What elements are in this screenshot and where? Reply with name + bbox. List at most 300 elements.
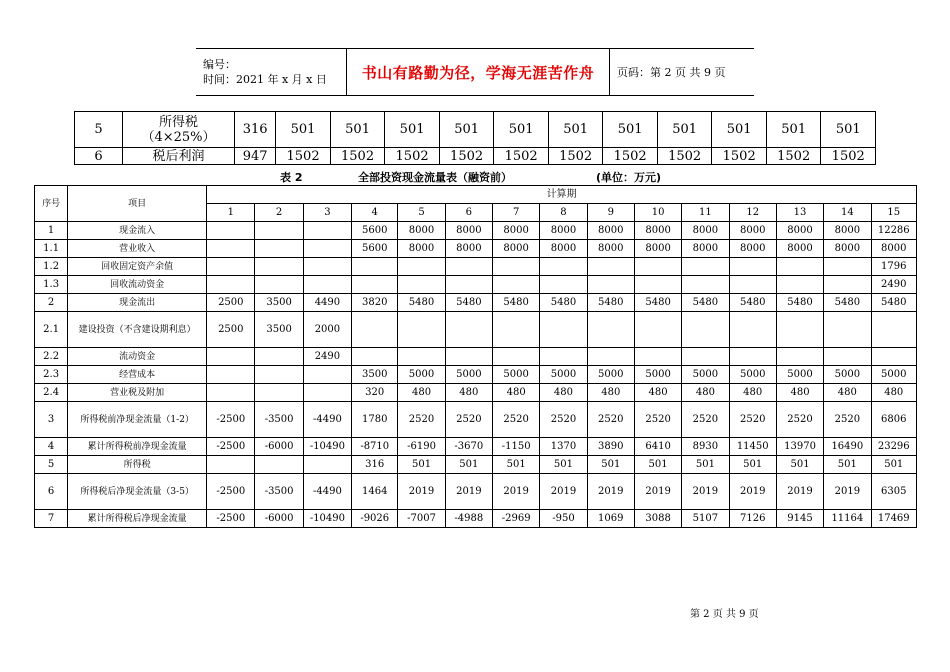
value-cell: 947 bbox=[235, 148, 276, 165]
value-cell: 23296 bbox=[871, 438, 917, 456]
value-cell bbox=[398, 276, 445, 294]
value-cell bbox=[207, 240, 255, 258]
period-cell: 2 bbox=[255, 204, 303, 222]
row-number: 2.2 bbox=[35, 348, 68, 366]
value-cell: 1502 bbox=[603, 148, 658, 165]
value-cell: 316 bbox=[352, 456, 398, 474]
value-cell bbox=[729, 348, 776, 366]
serial-label: 编号： bbox=[203, 58, 236, 71]
value-cell bbox=[303, 222, 351, 240]
value-cell: 5480 bbox=[682, 294, 729, 312]
value-cell bbox=[255, 348, 303, 366]
row-label bbox=[123, 112, 235, 148]
value-cell: 9145 bbox=[776, 510, 823, 528]
period-cell: 12 bbox=[729, 204, 776, 222]
value-cell: 2520 bbox=[634, 402, 681, 438]
col-header-item: 项目 bbox=[68, 186, 207, 222]
value-cell: 13970 bbox=[776, 438, 823, 456]
value-cell: 2019 bbox=[776, 474, 823, 510]
value-cell: 480 bbox=[587, 384, 634, 402]
row-number: 1.2 bbox=[35, 258, 68, 276]
value-cell: 501 bbox=[385, 112, 440, 148]
value-cell: 16490 bbox=[824, 438, 871, 456]
header-page-label: 页码：第 2 页 共 9 页 bbox=[610, 49, 755, 96]
value-cell bbox=[776, 312, 823, 348]
value-cell: 5480 bbox=[729, 294, 776, 312]
value-cell: 5000 bbox=[729, 366, 776, 384]
value-cell: 12286 bbox=[871, 222, 917, 240]
value-cell bbox=[303, 366, 351, 384]
value-cell: 2019 bbox=[587, 474, 634, 510]
period-cell: 3 bbox=[303, 204, 351, 222]
value-cell: 501 bbox=[824, 456, 871, 474]
value-cell: 501 bbox=[766, 112, 821, 148]
value-cell: 1502 bbox=[330, 148, 385, 165]
value-cell: 1502 bbox=[385, 148, 440, 165]
value-cell: 5480 bbox=[634, 294, 681, 312]
value-cell bbox=[352, 348, 398, 366]
value-cell: -10490 bbox=[303, 510, 351, 528]
period-cell: 6 bbox=[445, 204, 492, 222]
value-cell: -2500 bbox=[207, 402, 255, 438]
value-cell bbox=[824, 348, 871, 366]
row-number: 6 bbox=[35, 474, 68, 510]
value-cell: 1502 bbox=[548, 148, 603, 165]
value-cell: 2019 bbox=[682, 474, 729, 510]
value-cell: 11450 bbox=[729, 438, 776, 456]
row-number: 6 bbox=[75, 148, 123, 165]
value-cell bbox=[255, 222, 303, 240]
table-number: 表 2 bbox=[280, 171, 303, 184]
value-cell: 8000 bbox=[540, 240, 587, 258]
value-cell: 480 bbox=[729, 384, 776, 402]
value-cell bbox=[682, 276, 729, 294]
value-cell bbox=[729, 312, 776, 348]
value-cell bbox=[729, 258, 776, 276]
value-cell: 8000 bbox=[540, 222, 587, 240]
period-cell: 15 bbox=[871, 204, 917, 222]
period-cell: 14 bbox=[824, 204, 871, 222]
value-cell: 501 bbox=[493, 456, 540, 474]
value-cell: 501 bbox=[398, 456, 445, 474]
value-cell: 501 bbox=[712, 112, 767, 148]
value-cell: 8000 bbox=[493, 222, 540, 240]
value-cell bbox=[776, 348, 823, 366]
value-cell: 501 bbox=[587, 456, 634, 474]
page-footer: 第 2 页 共 9 页 bbox=[690, 609, 759, 620]
value-cell: -6000 bbox=[255, 438, 303, 456]
row-number: 1 bbox=[35, 222, 68, 240]
row-number: 3 bbox=[35, 402, 68, 438]
table-row bbox=[35, 366, 917, 384]
value-cell bbox=[398, 312, 445, 348]
row-label: 回收流动资金 bbox=[68, 276, 207, 294]
value-cell bbox=[255, 384, 303, 402]
value-cell: 2490 bbox=[303, 348, 351, 366]
value-cell: 8000 bbox=[682, 240, 729, 258]
value-cell bbox=[207, 276, 255, 294]
period-cell: 13 bbox=[776, 204, 823, 222]
value-cell: 3500 bbox=[255, 312, 303, 348]
row-label-text: 税后利润 bbox=[152, 148, 205, 164]
table-unit: (单位：万元) bbox=[596, 171, 662, 184]
value-cell: 5000 bbox=[493, 366, 540, 384]
value-cell: 7126 bbox=[729, 510, 776, 528]
value-cell: 8000 bbox=[587, 240, 634, 258]
value-cell: 480 bbox=[824, 384, 871, 402]
value-cell bbox=[824, 312, 871, 348]
value-cell: 5600 bbox=[352, 240, 398, 258]
value-cell bbox=[824, 258, 871, 276]
continued-row bbox=[75, 148, 876, 165]
value-cell: 2500 bbox=[207, 312, 255, 348]
value-cell: 501 bbox=[871, 456, 917, 474]
value-cell: 5480 bbox=[445, 294, 492, 312]
col-header-no: 序号 bbox=[35, 186, 68, 222]
header-motto: 书山有路勤为径，学海无涯苦作舟 bbox=[347, 49, 610, 96]
table-title: 全部投资现金流量表（融资前） bbox=[358, 171, 512, 184]
value-cell bbox=[445, 258, 492, 276]
value-cell: 501 bbox=[330, 112, 385, 148]
value-cell bbox=[445, 276, 492, 294]
table-row bbox=[35, 258, 917, 276]
value-cell: 5000 bbox=[871, 366, 917, 384]
period-header: 计算期 bbox=[207, 186, 917, 204]
period-cell: 5 bbox=[398, 204, 445, 222]
value-cell: 5000 bbox=[587, 366, 634, 384]
row-label: 所得税后净现金流量（3-5） bbox=[68, 474, 207, 510]
value-cell: 5107 bbox=[682, 510, 729, 528]
row-label: 经营成本 bbox=[68, 366, 207, 384]
value-cell: 8000 bbox=[776, 222, 823, 240]
period-cell: 11 bbox=[682, 204, 729, 222]
value-cell: 501 bbox=[729, 456, 776, 474]
row-label-text: 所得税 bbox=[158, 114, 198, 130]
value-cell bbox=[634, 312, 681, 348]
value-cell bbox=[303, 276, 351, 294]
table-row bbox=[35, 276, 917, 294]
value-cell: 2520 bbox=[540, 402, 587, 438]
value-cell bbox=[871, 312, 917, 348]
value-cell: 5480 bbox=[587, 294, 634, 312]
value-cell: -4490 bbox=[303, 402, 351, 438]
value-cell: 6806 bbox=[871, 402, 917, 438]
value-cell: 2000 bbox=[303, 312, 351, 348]
row-label: 现金流出 bbox=[68, 294, 207, 312]
value-cell bbox=[634, 348, 681, 366]
value-cell: -9026 bbox=[352, 510, 398, 528]
value-cell bbox=[398, 258, 445, 276]
value-cell: 2520 bbox=[445, 402, 492, 438]
value-cell: 2520 bbox=[729, 402, 776, 438]
value-cell: 480 bbox=[871, 384, 917, 402]
value-cell: -2500 bbox=[207, 438, 255, 456]
row-number: 2 bbox=[35, 294, 68, 312]
value-cell: 320 bbox=[352, 384, 398, 402]
value-cell: 8000 bbox=[634, 222, 681, 240]
value-cell: 8000 bbox=[445, 222, 492, 240]
value-cell: 1370 bbox=[540, 438, 587, 456]
value-cell bbox=[540, 258, 587, 276]
value-cell: 8000 bbox=[493, 240, 540, 258]
value-cell bbox=[587, 348, 634, 366]
value-cell: 2019 bbox=[540, 474, 587, 510]
value-cell: 5480 bbox=[871, 294, 917, 312]
value-cell: 8930 bbox=[682, 438, 729, 456]
value-cell: 480 bbox=[398, 384, 445, 402]
value-cell bbox=[682, 258, 729, 276]
value-cell bbox=[540, 312, 587, 348]
value-cell: -4988 bbox=[445, 510, 492, 528]
value-cell: 316 bbox=[235, 112, 276, 148]
table-row bbox=[35, 384, 917, 402]
value-cell: 8000 bbox=[398, 240, 445, 258]
value-cell: 11164 bbox=[824, 510, 871, 528]
row-label: 所得税 bbox=[68, 456, 207, 474]
value-cell bbox=[729, 276, 776, 294]
time-label: 时间：2021 年 x 月 x 日 bbox=[203, 73, 327, 86]
value-cell: 2520 bbox=[682, 402, 729, 438]
value-cell: 1502 bbox=[494, 148, 549, 165]
value-cell: 5000 bbox=[634, 366, 681, 384]
value-cell: -2500 bbox=[207, 474, 255, 510]
value-cell: 1464 bbox=[352, 474, 398, 510]
value-cell: 2520 bbox=[776, 402, 823, 438]
value-cell: 2520 bbox=[587, 402, 634, 438]
period-cell: 7 bbox=[493, 204, 540, 222]
value-cell: 8000 bbox=[776, 240, 823, 258]
value-cell: -6190 bbox=[398, 438, 445, 456]
value-cell: 1502 bbox=[439, 148, 494, 165]
value-cell bbox=[303, 384, 351, 402]
period-cell: 9 bbox=[587, 204, 634, 222]
value-cell: 501 bbox=[776, 456, 823, 474]
row-sublabel-text: （4×25%） bbox=[141, 129, 216, 145]
value-cell bbox=[493, 276, 540, 294]
value-cell: 8000 bbox=[587, 222, 634, 240]
value-cell bbox=[255, 456, 303, 474]
value-cell: 5000 bbox=[540, 366, 587, 384]
value-cell: 501 bbox=[494, 112, 549, 148]
value-cell: 2520 bbox=[493, 402, 540, 438]
value-cell: 501 bbox=[540, 456, 587, 474]
value-cell: 2019 bbox=[634, 474, 681, 510]
value-cell bbox=[682, 348, 729, 366]
value-cell: -3670 bbox=[445, 438, 492, 456]
continued-table bbox=[74, 111, 876, 165]
value-cell bbox=[540, 276, 587, 294]
value-cell: 1502 bbox=[276, 148, 331, 165]
value-cell: 8000 bbox=[634, 240, 681, 258]
row-label: 回收固定资产余值 bbox=[68, 258, 207, 276]
value-cell: 501 bbox=[682, 456, 729, 474]
row-number: 1.3 bbox=[35, 276, 68, 294]
value-cell bbox=[352, 276, 398, 294]
cash-flow-table bbox=[34, 185, 917, 528]
value-cell bbox=[207, 384, 255, 402]
value-cell: 5600 bbox=[352, 222, 398, 240]
value-cell bbox=[207, 222, 255, 240]
value-cell: 3820 bbox=[352, 294, 398, 312]
value-cell bbox=[255, 366, 303, 384]
table-row bbox=[35, 510, 917, 528]
row-label bbox=[123, 148, 235, 165]
value-cell bbox=[207, 258, 255, 276]
value-cell bbox=[207, 456, 255, 474]
row-number: 2.1 bbox=[35, 312, 68, 348]
value-cell bbox=[824, 276, 871, 294]
value-cell: 8000 bbox=[729, 222, 776, 240]
period-cell: 8 bbox=[540, 204, 587, 222]
header-meta bbox=[196, 49, 347, 96]
value-cell bbox=[634, 276, 681, 294]
value-cell bbox=[352, 258, 398, 276]
value-cell: 5000 bbox=[824, 366, 871, 384]
value-cell: 5480 bbox=[776, 294, 823, 312]
value-cell bbox=[682, 312, 729, 348]
value-cell: 5000 bbox=[445, 366, 492, 384]
value-cell bbox=[493, 348, 540, 366]
row-label: 营业收入 bbox=[68, 240, 207, 258]
value-cell: 2500 bbox=[207, 294, 255, 312]
value-cell: 5480 bbox=[824, 294, 871, 312]
value-cell: 501 bbox=[821, 112, 876, 148]
value-cell: 2019 bbox=[729, 474, 776, 510]
value-cell: 17469 bbox=[871, 510, 917, 528]
period-cell: 10 bbox=[634, 204, 681, 222]
row-label: 累计所得税后净现金流量 bbox=[68, 510, 207, 528]
value-cell: 480 bbox=[682, 384, 729, 402]
value-cell: 2490 bbox=[871, 276, 917, 294]
row-label: 流动资金 bbox=[68, 348, 207, 366]
row-number: 5 bbox=[35, 456, 68, 474]
row-number: 1.1 bbox=[35, 240, 68, 258]
value-cell bbox=[445, 312, 492, 348]
value-cell: -3500 bbox=[255, 474, 303, 510]
value-cell bbox=[445, 348, 492, 366]
value-cell: -4490 bbox=[303, 474, 351, 510]
document-header bbox=[196, 48, 754, 96]
table-row bbox=[35, 222, 917, 240]
period-cell: 1 bbox=[207, 204, 255, 222]
value-cell: 1502 bbox=[766, 148, 821, 165]
value-cell bbox=[255, 258, 303, 276]
value-cell: 2520 bbox=[398, 402, 445, 438]
value-cell: 501 bbox=[657, 112, 712, 148]
value-cell: 8000 bbox=[824, 240, 871, 258]
value-cell: 8000 bbox=[729, 240, 776, 258]
value-cell: 4490 bbox=[303, 294, 351, 312]
value-cell: -8710 bbox=[352, 438, 398, 456]
value-cell: 480 bbox=[776, 384, 823, 402]
value-cell: 2019 bbox=[445, 474, 492, 510]
value-cell: 1502 bbox=[821, 148, 876, 165]
value-cell: 480 bbox=[634, 384, 681, 402]
value-cell: 5480 bbox=[493, 294, 540, 312]
value-cell: 1069 bbox=[587, 510, 634, 528]
table-row bbox=[35, 474, 917, 510]
value-cell: 5000 bbox=[682, 366, 729, 384]
value-cell: -7007 bbox=[398, 510, 445, 528]
value-cell: 1502 bbox=[657, 148, 712, 165]
value-cell bbox=[255, 276, 303, 294]
value-cell: -10490 bbox=[303, 438, 351, 456]
row-label: 累计所得税前净现金流量 bbox=[68, 438, 207, 456]
value-cell: -6000 bbox=[255, 510, 303, 528]
value-cell: -950 bbox=[540, 510, 587, 528]
row-number: 7 bbox=[35, 510, 68, 528]
value-cell: 501 bbox=[634, 456, 681, 474]
value-cell: 5480 bbox=[398, 294, 445, 312]
row-number: 4 bbox=[35, 438, 68, 456]
value-cell: 1796 bbox=[871, 258, 917, 276]
value-cell: 8000 bbox=[824, 222, 871, 240]
row-label: 建设投资（不含建设期利息） bbox=[68, 312, 207, 348]
value-cell bbox=[776, 258, 823, 276]
table-row bbox=[35, 240, 917, 258]
value-cell: 8000 bbox=[871, 240, 917, 258]
value-cell: 1780 bbox=[352, 402, 398, 438]
value-cell bbox=[493, 258, 540, 276]
value-cell bbox=[303, 240, 351, 258]
value-cell bbox=[776, 276, 823, 294]
value-cell bbox=[871, 348, 917, 366]
value-cell: 3500 bbox=[255, 294, 303, 312]
value-cell: 1502 bbox=[712, 148, 767, 165]
row-label: 营业税及附加 bbox=[68, 384, 207, 402]
value-cell bbox=[587, 258, 634, 276]
value-cell bbox=[207, 366, 255, 384]
table-row bbox=[35, 312, 917, 348]
row-number: 2.3 bbox=[35, 366, 68, 384]
value-cell: 8000 bbox=[682, 222, 729, 240]
value-cell: 5000 bbox=[398, 366, 445, 384]
continued-row bbox=[75, 112, 876, 148]
row-number: 5 bbox=[75, 112, 123, 148]
value-cell bbox=[634, 258, 681, 276]
value-cell: 480 bbox=[493, 384, 540, 402]
value-cell: 480 bbox=[445, 384, 492, 402]
value-cell: 501 bbox=[439, 112, 494, 148]
table-row bbox=[35, 348, 917, 366]
value-cell: 501 bbox=[603, 112, 658, 148]
value-cell: 6410 bbox=[634, 438, 681, 456]
value-cell: -2500 bbox=[207, 510, 255, 528]
table-row bbox=[35, 438, 917, 456]
value-cell: 2019 bbox=[824, 474, 871, 510]
value-cell bbox=[303, 258, 351, 276]
value-cell: 8000 bbox=[398, 222, 445, 240]
value-cell: 3088 bbox=[634, 510, 681, 528]
table-row bbox=[35, 456, 917, 474]
table-row bbox=[35, 294, 917, 312]
value-cell: 2019 bbox=[398, 474, 445, 510]
value-cell: -2969 bbox=[493, 510, 540, 528]
value-cell: 2019 bbox=[493, 474, 540, 510]
value-cell bbox=[303, 456, 351, 474]
value-cell bbox=[540, 348, 587, 366]
value-cell bbox=[587, 312, 634, 348]
value-cell: 6305 bbox=[871, 474, 917, 510]
period-cell: 4 bbox=[352, 204, 398, 222]
value-cell: 501 bbox=[445, 456, 492, 474]
value-cell: 480 bbox=[540, 384, 587, 402]
row-number: 2.4 bbox=[35, 384, 68, 402]
value-cell: -3500 bbox=[255, 402, 303, 438]
value-cell: 5000 bbox=[776, 366, 823, 384]
value-cell bbox=[255, 240, 303, 258]
row-label: 所得税前净现金流量（1-2） bbox=[68, 402, 207, 438]
